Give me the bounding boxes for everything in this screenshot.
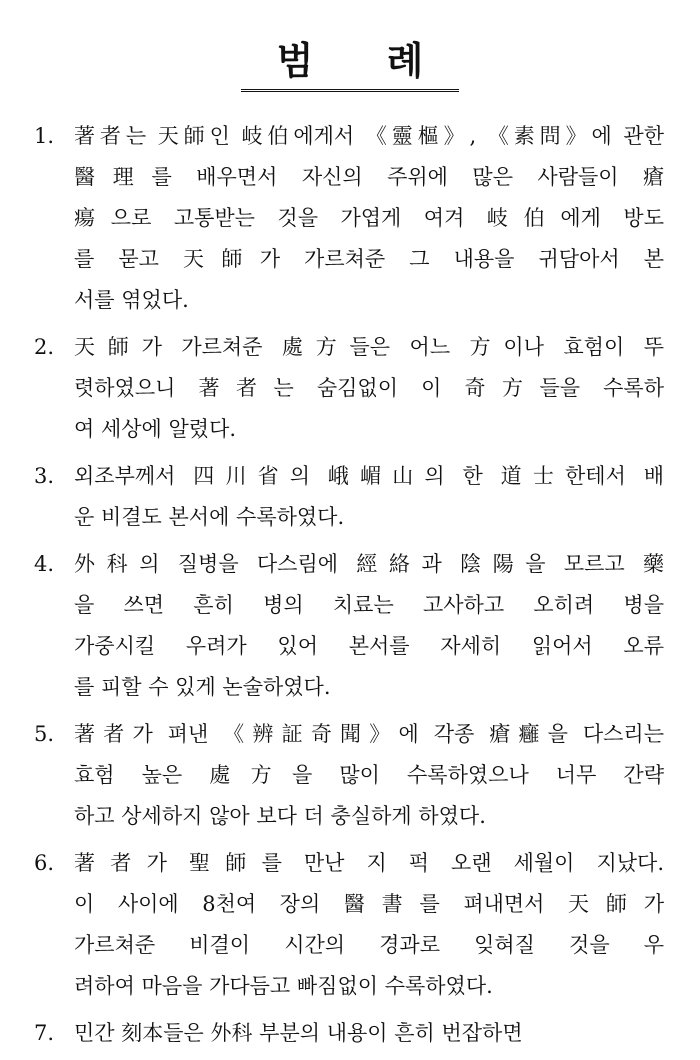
- text-line: 하고 상세하지 않아 보다 더 충실하게 하였다.: [74, 804, 486, 828]
- text-line: 여 세상에 알렸다.: [74, 417, 237, 441]
- text-line: 著者가 聖師를 만난 지 퍽 오랜 세월이 지났다.: [74, 851, 664, 875]
- text-line: 醫理를 배우면서 자신의 주위에 많은 사람들이 瘡: [74, 165, 664, 189]
- item-number: 3.: [34, 464, 55, 488]
- text-line: 를 피할 수 있게 논술하였다.: [74, 675, 331, 699]
- item-number: 5.: [34, 722, 55, 746]
- text-line: 가중시킬 우려가 있어 본서를 자세히 읽어서 오류: [74, 634, 664, 658]
- text-line: 민간 刻本들은 外科 부분의 내용이 흔히 번잡하면: [74, 1021, 523, 1045]
- text-line: 을 쓰면 흔히 병의 치료는 고사하고 오히려 병을: [74, 593, 664, 617]
- item-text: [74, 116, 664, 321]
- text-line: 를 묻고 天師가 가르쳐준 그 내용을 귀담아서 본: [74, 247, 664, 271]
- list-item: [34, 544, 664, 708]
- list-item: [34, 116, 664, 321]
- list-item: [34, 327, 664, 450]
- text-line: 효험 높은 處方을 많이 수록하였으나 너무 간략: [74, 763, 664, 787]
- text-line: 外科의 질병을 다스림에 經絡과 陰陽을 모르고 藥: [74, 552, 664, 576]
- item-text: [74, 544, 664, 708]
- item-text: [74, 1013, 664, 1054]
- item-text: [74, 714, 664, 837]
- page-title: 범 례: [241, 30, 460, 92]
- text-line: 天師가 가르쳐준 處方들은 어느 方이나 효험이 뚜: [74, 335, 664, 359]
- item-list: [34, 116, 664, 1060]
- list-item: [34, 456, 664, 538]
- text-line: 瘍으로 고통받는 것을 가엽게 여겨 岐伯에게 방도: [74, 206, 664, 230]
- list-item: [34, 714, 664, 837]
- text-line: 운 비결도 본서에 수록하였다.: [74, 505, 345, 529]
- text-line: 렷하였으니 著者는 숨김없이 이 奇方들을 수록하: [74, 376, 664, 400]
- item-number: 2.: [34, 335, 55, 359]
- page-title-wrap: [0, 30, 700, 92]
- item-text: [74, 843, 664, 1007]
- item-text: [74, 456, 664, 538]
- text-line: 서를 엮었다.: [74, 288, 189, 312]
- item-number: 6.: [34, 851, 55, 875]
- text-line: 가르쳐준 비결이 시간의 경과로 잊혀질 것을 우: [74, 933, 664, 957]
- text-line: 외조부께서 四川省의 峨嵋山의 한 道士한테서 배: [74, 464, 664, 488]
- text-line: 著者가 펴낸 《辨証奇聞》에 각종 瘡癰을 다스리는: [74, 722, 664, 746]
- item-number: 7.: [34, 1021, 55, 1045]
- item-text: [74, 327, 664, 450]
- item-number: 1.: [34, 124, 55, 148]
- list-item: [34, 1013, 664, 1054]
- text-line: 이 사이에 8천여 장의 醫書를 펴내면서 天師가: [74, 892, 664, 916]
- text-line: 려하여 마음을 가다듬고 빠짐없이 수록하였다.: [74, 974, 493, 998]
- list-item: [34, 843, 664, 1007]
- item-number: 4.: [34, 552, 55, 576]
- text-line: 著者는 天師인 岐伯에게서 《靈樞》, 《素問》에 관한: [74, 124, 664, 148]
